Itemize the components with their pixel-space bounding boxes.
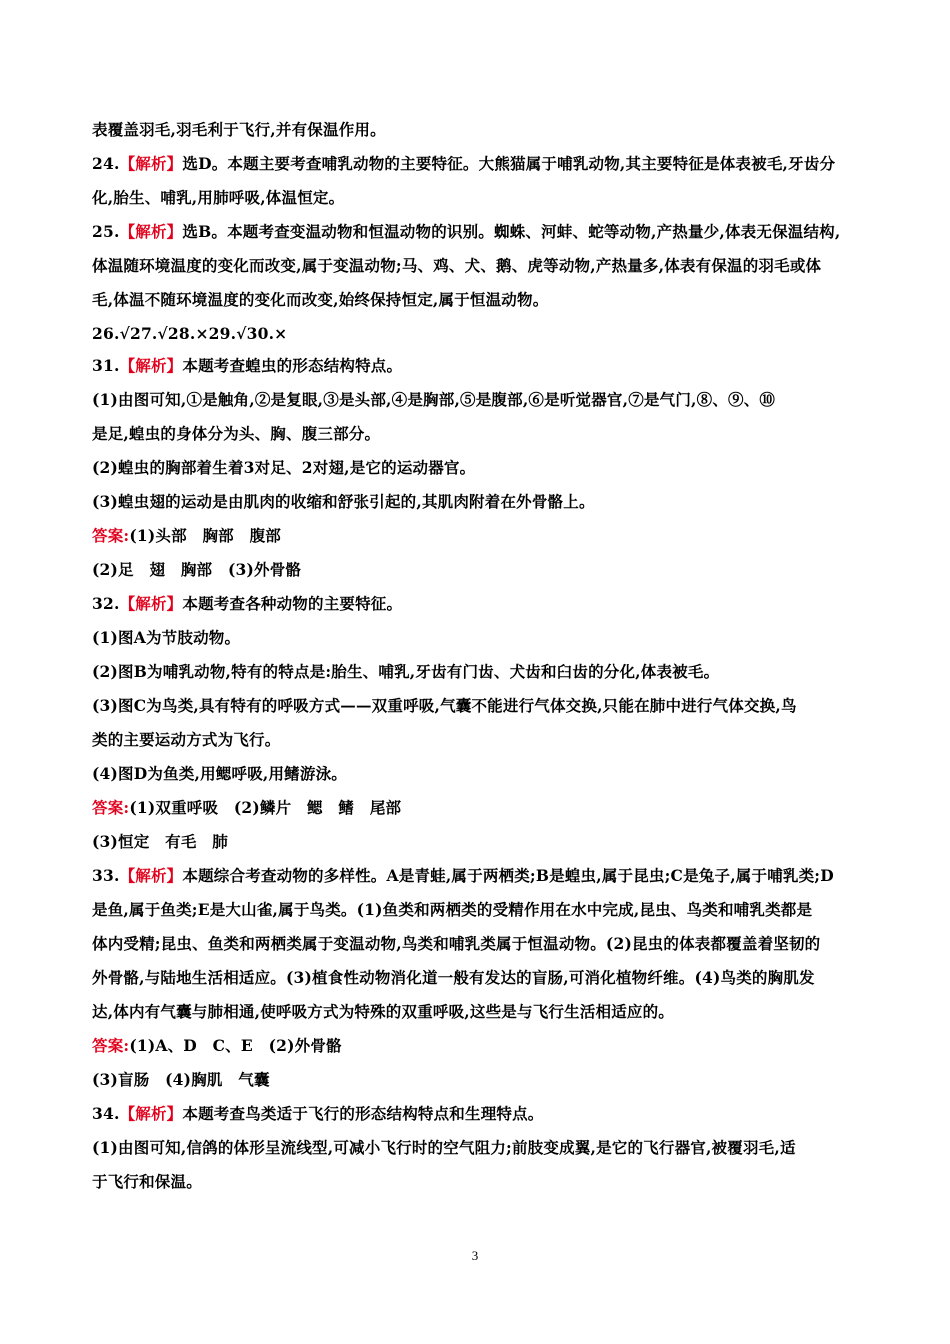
text-line — [92, 900, 860, 920]
text-segment: (2)足 翅 胸部 (3)外骨骼 — [92, 560, 302, 579]
text-line — [92, 1002, 860, 1022]
highlight-label: 【解析】 — [119, 154, 183, 173]
text-line — [92, 832, 860, 852]
text-segment: 25. — [92, 222, 120, 241]
text-segment: (3)盲肠 (4)胸肌 气囊 — [92, 1070, 270, 1089]
text-line — [92, 696, 860, 716]
text-segment: (3)图C为鸟类,具有特有的呼吸方式——双重呼吸,气囊不能进行气体交换,只能在肺中进行气体交换,鸟 — [92, 696, 797, 715]
text-segment: 达,体内有气囊与肺相通,使呼吸方式为特殊的双重呼吸,这些是与飞行生活相适应的。 — [92, 1002, 674, 1021]
text-line — [92, 120, 860, 140]
text-line — [92, 968, 860, 988]
text-segment: 是足,蝗虫的身体分为头、胸、腹三部分。 — [92, 424, 381, 443]
text-segment: 于飞行和保温。 — [92, 1172, 202, 1191]
text-line — [92, 1104, 860, 1124]
text-segment: 毛,体温不随环境温度的变化而改变,始终保持恒定,属于恒温动物。 — [92, 290, 549, 309]
text-segment: (3)恒定 有毛 肺 — [92, 832, 228, 851]
text-segment: 体温随环境温度的变化而改变,属于变温动物;马、鸡、犬、鹅、虎等动物,产热量多,体表有保温的羽毛或体 — [92, 256, 822, 275]
text-segment: (2)图B为哺乳动物,特有的特点是:胎生、哺乳,牙齿有门齿、犬齿和臼齿的分化,体表被毛。 — [92, 662, 720, 681]
text-segment: 类的主要运动方式为飞行。 — [92, 730, 281, 749]
text-line — [92, 866, 860, 886]
text-line — [92, 1036, 860, 1056]
text-line — [92, 798, 860, 818]
text-segment: 外骨骼,与陆地生活相适应。(3)植食性动物消化道一般有发达的盲肠,可消化植物纤维。(4)鸟类的胸肌发 — [92, 968, 815, 987]
text-segment: 选B。本题考查变温动物和恒温动物的识别。蜘蛛、河蚌、蛇等动物,产热量少,体表无保温结构, — [182, 222, 841, 241]
text-line — [92, 1070, 860, 1090]
text-line — [92, 154, 860, 174]
highlight-label: 【解析】 — [119, 1104, 183, 1123]
text-segment: 33. — [92, 866, 120, 885]
text-segment: (1)由图可知,①是触角,②是复眼,③是头部,④是胸部,⑤是腹部,⑥是听觉器官,⑦是气门,⑧、⑨、⑩ — [92, 390, 776, 409]
text-line — [92, 730, 860, 750]
text-line — [92, 492, 860, 512]
text-segment: 31. — [92, 356, 120, 375]
highlight-label: 【解析】 — [119, 866, 183, 885]
highlight-label: 【解析】 — [119, 594, 183, 613]
text-line — [92, 628, 860, 648]
text-segment: 是鱼,属于鱼类;E是大山雀,属于鸟类。(1)鱼类和两栖类的受精作用在水中完成,昆虫、鸟类和哺乳类都是 — [92, 900, 813, 919]
text-segment: (1)由图可知,信鸽的体形呈流线型,可减小飞行时的空气阻力;前肢变成翼,是它的飞行器官,被覆羽毛,适 — [92, 1138, 796, 1157]
text-segment: 32. — [92, 594, 120, 613]
text-segment: (1)图A为节肢动物。 — [92, 628, 241, 647]
highlight-label: 答案: — [92, 798, 130, 817]
text-line — [92, 290, 860, 310]
text-segment: 体内受精;昆虫、鱼类和两栖类属于变温动物,鸟类和哺乳类属于恒温动物。(2)昆虫的体表都覆盖着坚韧的 — [92, 934, 821, 953]
text-segment: 化,胎生、哺乳,用肺呼吸,体温恒定。 — [92, 188, 345, 207]
text-segment: 表覆盖羽毛,羽毛利于飞行,并有保温作用。 — [92, 120, 386, 139]
text-segment: 本题考查蝗虫的形态结构特点。 — [182, 356, 403, 375]
text-segment: 本题考查各种动物的主要特征。 — [182, 594, 403, 613]
highlight-label: 答案: — [92, 526, 130, 545]
text-segment: (1)A、D C、E (2)外骨骼 — [129, 1036, 342, 1055]
highlight-label: 答案: — [92, 1036, 130, 1055]
text-line — [92, 934, 860, 954]
text-line — [92, 222, 860, 242]
text-line — [92, 356, 860, 376]
highlight-label: 【解析】 — [119, 356, 183, 375]
text-segment: (1)双重呼吸 (2)鳞片 鳃 鳍 尾部 — [129, 798, 402, 817]
text-line — [92, 1172, 860, 1192]
text-line — [92, 188, 860, 208]
page-number: 3 — [471, 1248, 479, 1263]
text-line — [92, 560, 860, 580]
text-segment: (4)图D为鱼类,用鳃呼吸,用鳍游泳。 — [92, 764, 347, 783]
text-line — [92, 594, 860, 614]
text-segment: 34. — [92, 1104, 120, 1123]
text-line — [92, 424, 860, 444]
text-line — [92, 390, 860, 410]
text-line — [92, 526, 860, 546]
text-line — [92, 1138, 860, 1158]
text-segment: 26.√27.√28.×29.√30.× — [92, 324, 288, 343]
text-segment: (3)蝗虫翅的运动是由肌肉的收缩和舒张引起的,其肌肉附着在外骨骼上。 — [92, 492, 595, 511]
text-line — [92, 764, 860, 784]
text-line — [92, 324, 860, 344]
text-line — [92, 256, 860, 276]
text-segment: 本题综合考查动物的多样性。A是青蛙,属于两栖类;B是蝗虫,属于昆虫;C是兔子,属于哺乳类;D — [182, 866, 834, 885]
text-line — [92, 458, 860, 478]
highlight-label: 【解析】 — [119, 222, 183, 241]
text-segment: 24. — [92, 154, 120, 173]
text-line — [92, 662, 860, 682]
text-segment: 选D。本题主要考查哺乳动物的主要特征。大熊猫属于哺乳动物,其主要特征是体表被毛,牙齿分 — [182, 154, 836, 173]
text-segment: 本题考查鸟类适于飞行的形态结构特点和生理特点。 — [182, 1104, 544, 1123]
text-segment: (1)头部 胸部 腹部 — [129, 526, 281, 545]
text-segment: (2)蝗虫的胸部着生着3对足、2对翅,是它的运动器官。 — [92, 458, 476, 477]
